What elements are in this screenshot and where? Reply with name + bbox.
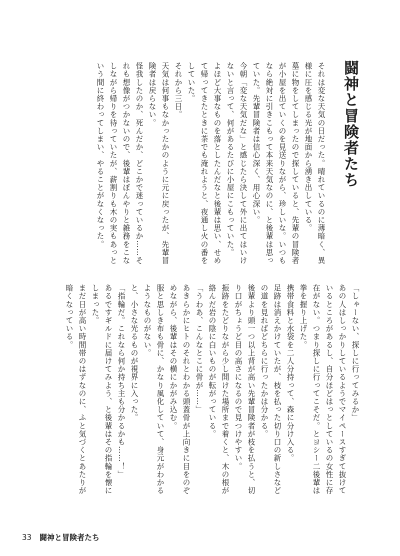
paragraph: よほど大事なものを落としたんだなと後輩は思い、せめて帰ってきたときに茶でも淹れようと、夜通し火の番をしていた。 [187, 62, 222, 265]
upper-text-block [86, 62, 328, 272]
paragraph: あきらかにヒトのそれとわかる頭蓋骨が上向きに目をのぞめながら、後輩はその横にかがみ込む。 [169, 284, 191, 495]
running-title: 闘神と冒険者たち [39, 533, 100, 542]
paragraph: 服と思しき布も骨に、かなり風化していて、身元がわかるようなものがない。 [143, 284, 165, 495]
paragraph: 携帯食料と水袋を二人分持って、森に分け入る。 [286, 284, 295, 463]
paragraph: 「しゃーない、探しに行ってみるか」 [351, 284, 360, 422]
paragraph: それは変な天気の日だった。晴れているのに薄暗く、異様に圧を感じる光が地面から湧き出している。 [304, 62, 326, 265]
page-number: 33 [22, 533, 32, 542]
paragraph: それから三日。 [174, 62, 183, 119]
paragraph: 「うわあ、こんなとこに骨が……」 [195, 284, 204, 414]
page-footer [22, 532, 100, 543]
paragraph: 足跡は消えかけていたが、枝を払った切り口の新しさなどの道を見ればどちらに行ったかは分かる。 [260, 284, 282, 495]
paragraph: 天気は何事もなかったかのように元に戻ったが、先輩冒険者は戻らない。 [148, 62, 170, 265]
paragraph: あの人はしっかりしているようでマイペースすぎて抜けているところがあるし、自分ほどはっとしているの女性に存在がない。つまり探しに行ってこそだ。とヨシー二後輩は拳を握り上げた。 [299, 284, 347, 495]
paragraph: と、小さな光るものが視界に入った。 [130, 284, 139, 422]
paragraph: 今朝「変な天気だな」と感じたら決して外に出てはいけないと言って、何があるたびに小屋にこもっていた。 [226, 62, 248, 265]
chapter-title: 闘神と冒険者たち [342, 60, 360, 188]
paragraph: 墓に物をしてしまったので探していると、先輩の冒険者が小屋を出ていくのを見送りながら、珍しいな。いつもなら絶対に引きこもって本来天気なのに、と後輩は思っていた。先輩冒険者は信心深く、用心深い。 [252, 62, 300, 265]
paragraph: 振跡をたどりながら少し開けた場所まで着くと、木の根が絡んだ岩の陰に白いものが転がっている。 [208, 284, 230, 495]
paragraph: 後輩より頭一つ以上背が高い先輩冒険者が枝を払うと、切り口がちょうど目の高さになるので見つけやすい。 [234, 284, 256, 495]
paragraph: まだ日が高い時間帯のはずなのに、ふと気づくとあたりが暗くなっている。 [65, 284, 87, 495]
paragraph: あるですギルドに届けてみよう、と後輩はその指輪を懐にしまった。 [91, 284, 113, 495]
paragraph: 怪我したのか、死んだか、どこかで迷っているか……それも想像がつかないので、後輩はぼんやりと雑務をこなしながら帰りを待っていたが、薪割りも木の実もあっという間に終わってしまい、やることがなくなった。 [96, 62, 144, 265]
paragraph: 「指輪だ。これなら何か持ち主も分かるかも……！」 [117, 284, 126, 479]
lower-text-block [65, 284, 362, 496]
